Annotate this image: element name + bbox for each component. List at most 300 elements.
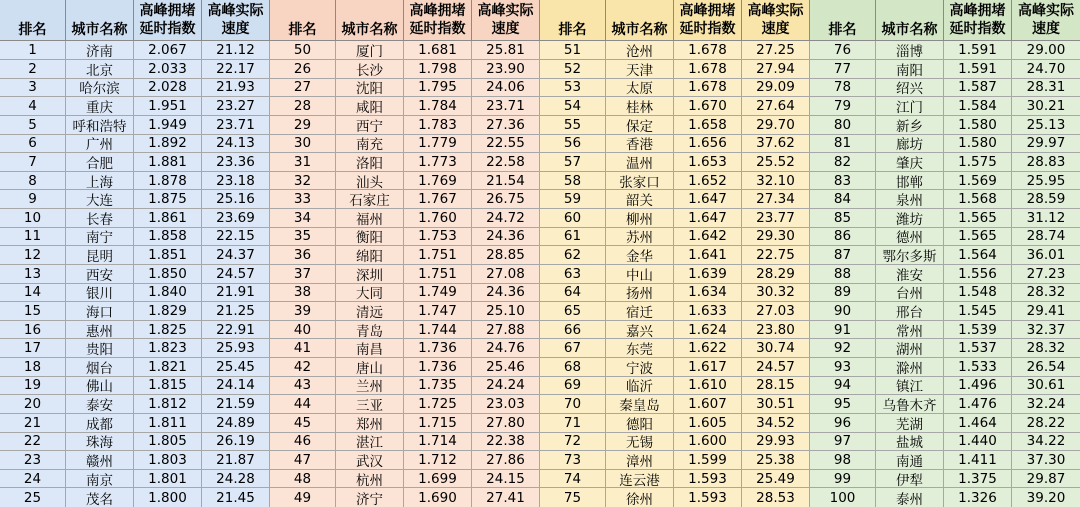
table-row <box>810 153 1080 172</box>
cell-city: 江门 <box>876 97 944 115</box>
cell-city: 兰州 <box>336 377 404 395</box>
cell-rank: 23 <box>0 451 66 469</box>
table-row <box>270 339 540 358</box>
cell-index: 1.565 <box>944 209 1012 227</box>
cell-index: 1.861 <box>134 209 202 227</box>
cell-speed: 27.36 <box>472 116 540 134</box>
cell-index: 1.829 <box>134 302 202 320</box>
cell-index: 1.624 <box>674 321 742 339</box>
cell-index: 1.599 <box>674 451 742 469</box>
cell-speed: 29.97 <box>1026 135 1066 152</box>
table-row <box>0 79 270 98</box>
cell-city: 盐城 <box>876 433 944 451</box>
table-row <box>0 470 270 489</box>
cell-speed: 23.71 <box>202 116 270 134</box>
cell-index: 1.851 <box>134 246 202 264</box>
cell-speed: 23.69 <box>202 209 270 227</box>
cell-city: 南京 <box>66 470 134 488</box>
table-row <box>0 116 270 135</box>
header-speed <box>202 0 270 40</box>
cell-city: 张家口 <box>606 172 674 190</box>
header-index-line: 延时指数 <box>139 21 196 38</box>
table-row <box>270 302 540 321</box>
cell-city: 绵阳 <box>336 246 404 264</box>
cell-city: 天津 <box>606 60 674 78</box>
cell-index: 1.476 <box>944 395 1012 413</box>
header-index <box>944 0 1012 40</box>
table-block-3 <box>540 0 810 507</box>
cell-speed: 29.09 <box>742 79 810 97</box>
cell-rank: 90 <box>810 302 876 320</box>
table-row <box>270 60 540 79</box>
cell-speed: 27.64 <box>742 97 810 115</box>
header-speed-line: 高峰实际 <box>1018 3 1074 20</box>
cell-city: 长沙 <box>336 60 404 78</box>
cell-speed: 28.74 <box>1026 228 1066 245</box>
cell-index: 1.622 <box>674 339 742 357</box>
cell-speed: 25.38 <box>742 451 810 469</box>
cell-index: 1.681 <box>404 41 472 59</box>
table-row <box>540 433 810 452</box>
cell-speed: 22.75 <box>742 246 810 264</box>
cell-index: 1.815 <box>134 377 202 395</box>
cell-rank: 88 <box>810 265 876 283</box>
cell-index: 1.773 <box>404 153 472 171</box>
cell-rank: 5 <box>0 116 66 134</box>
cell-speed: 31.12 <box>1026 209 1066 226</box>
cell-city: 泰安 <box>66 395 134 413</box>
cell-index: 1.751 <box>404 246 472 264</box>
cell-speed: 28.31 <box>1026 79 1066 96</box>
table-row <box>540 135 810 154</box>
cell-speed: 29.93 <box>742 433 810 451</box>
cell-speed: 23.18 <box>202 172 270 190</box>
header-rank: 排名 <box>0 0 66 40</box>
cell-rank: 22 <box>0 433 66 451</box>
cell-index: 1.749 <box>404 284 472 302</box>
cell-city: 苏州 <box>606 228 674 246</box>
table-row <box>0 395 270 414</box>
cell-city: 长春 <box>66 209 134 227</box>
cell-rank: 82 <box>810 153 876 171</box>
cell-rank: 96 <box>810 414 876 432</box>
cell-rank: 38 <box>270 284 336 302</box>
cell-speed: 24.36 <box>472 228 540 246</box>
cell-rank: 84 <box>810 190 876 208</box>
cell-rank: 51 <box>540 41 606 59</box>
table-block-1 <box>0 0 270 507</box>
cell-speed: 24.57 <box>202 265 270 283</box>
cell-rank: 85 <box>810 209 876 227</box>
cell-city: 泰州 <box>876 488 944 507</box>
cell-index: 1.634 <box>674 284 742 302</box>
cell-speed: 29.30 <box>742 228 810 246</box>
cell-city: 淄博 <box>876 41 944 59</box>
cell-index: 1.736 <box>404 339 472 357</box>
cell-city: 衡阳 <box>336 228 404 246</box>
table-row <box>270 321 540 340</box>
cell-index: 1.769 <box>404 172 472 190</box>
cell-index: 1.584 <box>944 97 1012 115</box>
cell-speed: 36.01 <box>1026 247 1066 264</box>
cell-speed: 30.74 <box>742 339 810 357</box>
cell-speed: 25.13 <box>1026 116 1066 133</box>
cell-rank: 47 <box>270 451 336 469</box>
cell-rank: 18 <box>0 358 66 376</box>
cell-city: 常州 <box>876 321 944 339</box>
cell-city: 香港 <box>606 135 674 153</box>
table-row <box>270 488 540 507</box>
cell-index: 1.858 <box>134 228 202 246</box>
cell-rank: 33 <box>270 190 336 208</box>
cell-speed: 22.58 <box>472 153 540 171</box>
cell-rank: 61 <box>540 228 606 246</box>
table-row <box>270 414 540 433</box>
table-row <box>0 488 270 507</box>
cell-city: 柳州 <box>606 209 674 227</box>
cell-speed: 28.32 <box>1026 284 1066 301</box>
cell-index: 1.725 <box>404 395 472 413</box>
table-row <box>270 395 540 414</box>
cell-city: 鄂尔多斯 <box>876 246 944 264</box>
cell-city: 西安 <box>66 265 134 283</box>
table-row <box>810 60 1080 79</box>
cell-rank: 44 <box>270 395 336 413</box>
cell-index: 1.326 <box>944 488 1012 507</box>
cell-rank: 79 <box>810 97 876 115</box>
cell-city: 南阳 <box>876 60 944 78</box>
cell-rank: 57 <box>540 153 606 171</box>
cell-speed: 26.75 <box>472 190 540 208</box>
cell-speed: 28.29 <box>742 265 810 283</box>
header-speed-line: 高峰实际 <box>207 3 264 20</box>
cell-city: 厦门 <box>336 41 404 59</box>
cell-city: 新乡 <box>876 116 944 134</box>
cell-speed: 25.81 <box>472 41 540 59</box>
header-rank: 排名 <box>270 0 336 40</box>
header-index <box>674 0 742 40</box>
cell-city: 台州 <box>876 284 944 302</box>
table-row <box>540 60 810 79</box>
table-row <box>270 377 540 396</box>
cell-city: 桂林 <box>606 97 674 115</box>
cell-index: 2.033 <box>134 60 202 78</box>
cell-index: 1.639 <box>674 265 742 283</box>
cell-rank: 40 <box>270 321 336 339</box>
cell-speed: 27.94 <box>742 60 810 78</box>
cell-index: 1.699 <box>404 470 472 488</box>
cell-city: 温州 <box>606 153 674 171</box>
table-row <box>810 228 1080 247</box>
table-row <box>810 79 1080 98</box>
cell-index: 1.670 <box>674 97 742 115</box>
cell-index: 1.641 <box>674 246 742 264</box>
cell-speed: 21.91 <box>202 284 270 302</box>
cell-speed: 30.51 <box>742 395 810 413</box>
cell-rank: 67 <box>540 339 606 357</box>
cell-index: 1.951 <box>134 97 202 115</box>
cell-city: 烟台 <box>66 358 134 376</box>
table-row <box>0 284 270 303</box>
table-row <box>0 302 270 321</box>
cell-speed: 23.71 <box>472 97 540 115</box>
cell-rank: 7 <box>0 153 66 171</box>
cell-index: 1.587 <box>944 79 1012 97</box>
cell-speed: 28.15 <box>742 377 810 395</box>
cell-index: 1.464 <box>944 414 1012 432</box>
cell-rank: 50 <box>270 41 336 59</box>
cell-rank: 9 <box>0 190 66 208</box>
cell-city: 昆明 <box>66 246 134 264</box>
header-speed-line: 速度 <box>221 21 250 38</box>
cell-speed: 28.22 <box>1026 414 1066 431</box>
cell-speed: 24.13 <box>202 135 270 153</box>
cell-city: 淮安 <box>876 265 944 283</box>
table-row <box>0 60 270 79</box>
table-row <box>540 190 810 209</box>
table-row <box>0 228 270 247</box>
cell-rank: 53 <box>540 79 606 97</box>
cell-index: 1.633 <box>674 302 742 320</box>
table-row <box>810 470 1080 489</box>
cell-index: 1.610 <box>674 377 742 395</box>
cell-speed: 28.32 <box>1026 340 1066 357</box>
table-row <box>270 451 540 470</box>
cell-city: 石家庄 <box>336 190 404 208</box>
cell-index: 1.712 <box>404 451 472 469</box>
cell-rank: 34 <box>270 209 336 227</box>
cell-rank: 65 <box>540 302 606 320</box>
cell-rank: 49 <box>270 488 336 507</box>
cell-index: 1.658 <box>674 116 742 134</box>
cell-city: 南昌 <box>336 339 404 357</box>
cell-speed: 24.36 <box>472 284 540 302</box>
cell-city: 杭州 <box>336 470 404 488</box>
table-row <box>540 41 810 60</box>
cell-rank: 78 <box>810 79 876 97</box>
cell-rank: 60 <box>540 209 606 227</box>
cell-index: 1.949 <box>134 116 202 134</box>
cell-speed: 32.24 <box>1026 396 1066 413</box>
cell-speed: 28.53 <box>742 488 810 507</box>
cell-city: 韶关 <box>606 190 674 208</box>
header-speed-line: 速度 <box>761 21 790 38</box>
cell-index: 1.600 <box>674 433 742 451</box>
table-row <box>540 358 810 377</box>
cell-city: 东莞 <box>606 339 674 357</box>
cell-rank: 55 <box>540 116 606 134</box>
cell-speed: 22.38 <box>472 433 540 451</box>
cell-rank: 100 <box>810 488 876 507</box>
table-row <box>270 209 540 228</box>
header-speed <box>742 0 810 40</box>
cell-index: 1.565 <box>944 228 1012 246</box>
cell-index: 1.803 <box>134 451 202 469</box>
cell-city: 临沂 <box>606 377 674 395</box>
header-city: 城市名称 <box>876 0 944 40</box>
table-row <box>540 451 810 470</box>
cell-city: 扬州 <box>606 284 674 302</box>
cell-city: 大连 <box>66 190 134 208</box>
cell-city: 徐州 <box>606 488 674 507</box>
table-row <box>0 321 270 340</box>
header-index-line: 延时指数 <box>409 21 466 38</box>
table-row <box>540 488 810 507</box>
cell-rank: 93 <box>810 358 876 376</box>
table-row <box>810 116 1080 135</box>
cell-index: 1.375 <box>944 470 1012 488</box>
cell-speed: 29.00 <box>1026 42 1066 59</box>
cell-speed: 24.24 <box>472 377 540 395</box>
cell-index: 2.028 <box>134 79 202 97</box>
cell-index: 1.678 <box>674 60 742 78</box>
cell-speed: 30.32 <box>742 284 810 302</box>
cell-city: 连云港 <box>606 470 674 488</box>
table-row <box>810 451 1080 470</box>
table-row <box>270 172 540 191</box>
cell-index: 1.569 <box>944 172 1012 190</box>
table-row <box>0 246 270 265</box>
cell-city: 绍兴 <box>876 79 944 97</box>
cell-speed: 26.19 <box>202 433 270 451</box>
cell-rank: 72 <box>540 433 606 451</box>
cell-index: 1.715 <box>404 414 472 432</box>
table-row <box>0 414 270 433</box>
header-index <box>134 0 202 40</box>
cell-city: 金华 <box>606 246 674 264</box>
cell-rank: 32 <box>270 172 336 190</box>
cell-speed: 26.54 <box>1026 358 1066 375</box>
cell-rank: 11 <box>0 228 66 246</box>
cell-speed: 28.83 <box>1026 153 1066 170</box>
cell-rank: 15 <box>0 302 66 320</box>
cell-rank: 59 <box>540 190 606 208</box>
cell-speed: 25.46 <box>472 358 540 376</box>
cell-rank: 87 <box>810 246 876 264</box>
cell-rank: 24 <box>0 470 66 488</box>
cell-index: 1.575 <box>944 153 1012 171</box>
cell-city: 廊坊 <box>876 135 944 153</box>
cell-city: 秦皇岛 <box>606 395 674 413</box>
cell-rank: 4 <box>0 97 66 115</box>
cell-speed: 27.41 <box>472 488 540 507</box>
cell-speed: 27.03 <box>742 302 810 320</box>
cell-index: 1.580 <box>944 116 1012 134</box>
table-row <box>0 41 270 60</box>
cell-city: 无锡 <box>606 433 674 451</box>
cell-city: 潍坊 <box>876 209 944 227</box>
table-row <box>270 433 540 452</box>
cell-speed: 24.37 <box>202 246 270 264</box>
cell-speed: 25.95 <box>1026 172 1066 189</box>
table-row <box>540 79 810 98</box>
cell-rank: 14 <box>0 284 66 302</box>
cell-speed: 24.76 <box>472 339 540 357</box>
cell-index: 1.800 <box>134 488 202 507</box>
cell-index: 1.440 <box>944 433 1012 451</box>
header-index-line: 高峰拥堵 <box>409 3 466 20</box>
cell-rank: 39 <box>270 302 336 320</box>
cell-speed: 22.55 <box>472 135 540 153</box>
cell-speed: 23.90 <box>472 60 540 78</box>
table-row <box>540 377 810 396</box>
header-rank: 排名 <box>810 0 876 40</box>
table-row <box>0 339 270 358</box>
cell-city: 济宁 <box>336 488 404 507</box>
cell-rank: 36 <box>270 246 336 264</box>
cell-index: 1.605 <box>674 414 742 432</box>
header-row <box>270 0 540 41</box>
cell-city: 哈尔滨 <box>66 79 134 97</box>
header-index <box>404 0 472 40</box>
header-speed <box>1012 0 1080 40</box>
table-row <box>270 41 540 60</box>
cell-city: 茂名 <box>66 488 134 507</box>
header-index-line: 高峰拥堵 <box>139 3 196 20</box>
cell-index: 1.751 <box>404 265 472 283</box>
table-row <box>270 135 540 154</box>
cell-speed: 27.08 <box>472 265 540 283</box>
table-row <box>270 284 540 303</box>
header-index-line: 高峰拥堵 <box>679 3 736 20</box>
cell-index: 1.812 <box>134 395 202 413</box>
table-row <box>540 153 810 172</box>
cell-rank: 89 <box>810 284 876 302</box>
cell-index: 1.714 <box>404 433 472 451</box>
cell-rank: 43 <box>270 377 336 395</box>
table-row <box>810 414 1080 433</box>
cell-speed: 37.30 <box>1026 451 1066 468</box>
table-row <box>0 153 270 172</box>
cell-city: 赣州 <box>66 451 134 469</box>
header-city: 城市名称 <box>66 0 134 40</box>
table-row <box>810 488 1080 507</box>
header-city: 城市名称 <box>606 0 674 40</box>
table-row <box>810 339 1080 358</box>
table-row <box>810 284 1080 303</box>
cell-city: 惠州 <box>66 321 134 339</box>
table-row <box>270 116 540 135</box>
table-row <box>0 433 270 452</box>
cell-index: 1.747 <box>404 302 472 320</box>
cell-speed: 23.80 <box>742 321 810 339</box>
cell-speed: 30.61 <box>1026 377 1066 394</box>
cell-city: 湛江 <box>336 433 404 451</box>
table-row <box>810 302 1080 321</box>
table-row <box>540 302 810 321</box>
cell-city: 呼和浩特 <box>66 116 134 134</box>
table-block-2 <box>270 0 540 507</box>
table-row <box>810 321 1080 340</box>
cell-speed: 25.49 <box>742 470 810 488</box>
cell-speed: 24.06 <box>472 79 540 97</box>
cell-rank: 3 <box>0 79 66 97</box>
table-row <box>810 265 1080 284</box>
cell-city: 嘉兴 <box>606 321 674 339</box>
cell-index: 1.823 <box>134 339 202 357</box>
cell-index: 1.753 <box>404 228 472 246</box>
cell-speed: 23.36 <box>202 153 270 171</box>
table-row <box>270 470 540 489</box>
cell-index: 1.784 <box>404 97 472 115</box>
cell-speed: 21.45 <box>202 488 270 507</box>
cell-speed: 21.54 <box>472 172 540 190</box>
cell-rank: 71 <box>540 414 606 432</box>
header-speed-line: 高峰实际 <box>477 3 534 20</box>
cell-index: 1.656 <box>674 135 742 153</box>
cell-rank: 97 <box>810 433 876 451</box>
table-row <box>810 377 1080 396</box>
